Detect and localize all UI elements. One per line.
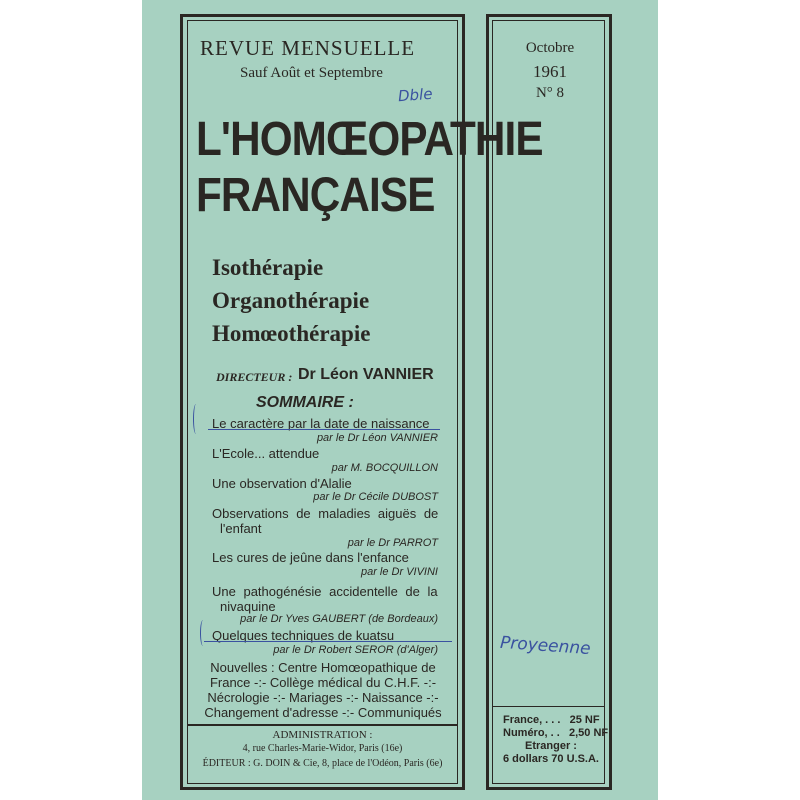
article-title: Les cures de jeûne dans l'enfance [212, 550, 409, 565]
nouvelles-line: France -:- Collège médical du C.H.F. -:- [209, 675, 437, 690]
frame-line [187, 783, 458, 784]
nouvelles-line: Nouvelles : Centre Homœopathique de [210, 660, 436, 675]
article-author: par le Dr Cécile DUBOST [313, 491, 438, 503]
price-divider [493, 706, 604, 707]
article-title: Observations de maladies aiguës de [212, 506, 439, 521]
administration-address: 4, rue Charles-Marie-Widor, Paris (16e) [242, 743, 403, 754]
revue-mensuelle: REVUE MENSUELLE [200, 36, 416, 60]
administration-label: ADMINISTRATION : [272, 729, 373, 741]
frame-line [180, 14, 465, 17]
pen-underline [204, 641, 452, 642]
article-title: L'Ecole... attendue [212, 446, 320, 461]
pen-mark [200, 620, 206, 646]
issue-month: Octobre [525, 40, 575, 56]
frame-line [180, 14, 183, 790]
frame-line [187, 20, 458, 21]
frame-line [609, 14, 612, 790]
article-title-cont: l'enfant [220, 521, 262, 536]
article-author: par le Dr Yves GAUBERT (de Bordeaux) [240, 613, 438, 625]
frame-line [187, 20, 188, 784]
article-title: Le caractère par la date de naissance [212, 416, 430, 431]
article-author: par le Dr Léon VANNIER [316, 432, 438, 444]
article-author: par le Dr PARROT [347, 537, 438, 549]
frame-line [492, 783, 605, 784]
director-name: Dr Léon VANNIER [298, 366, 434, 383]
subject-organotherapie: Organothérapie [212, 288, 370, 313]
price-etranger: Etranger : [525, 740, 577, 752]
subject-isotherapie: Isothérapie [212, 255, 324, 280]
article-title-cont: nivaquine [220, 599, 276, 614]
publication-note: Sauf Août et Septembre [240, 65, 383, 81]
subject-homoeotherapie: Homœothérapie [212, 321, 371, 346]
frame-line [486, 14, 612, 17]
nouvelles-line: Changement d'adresse -:- Communiqués [204, 705, 442, 720]
article-author: par le Dr Robert SEROR (d'Alger) [273, 644, 438, 656]
footer-divider [188, 724, 457, 726]
price-france: France, . . . 25 NF [503, 714, 600, 726]
handwritten-note: Proyeenne [499, 632, 592, 660]
frame-line [492, 20, 605, 21]
issue-number: N° 8 [535, 85, 565, 101]
article-title: Quelques techniques de kuatsu [212, 628, 395, 643]
price-numero: Numéro, . . 2,50 NF [503, 727, 609, 739]
frame-line [180, 787, 465, 790]
sommaire-heading: SOMMAIRE : [256, 394, 354, 411]
editeur-line: ÉDITEUR : G. DOIN & Cie, 8, place de l'Odéon, Paris (6e) [202, 758, 443, 769]
frame-line [604, 20, 605, 784]
handwritten-note: Dble [397, 84, 434, 106]
issue-year: 1961 [533, 62, 567, 81]
article-title: Une pathogénésie accidentelle de la [212, 584, 438, 599]
title-line-1: L'HOMŒOPATHIE [196, 113, 543, 166]
article-author: par le Dr VIVINI [360, 566, 438, 578]
article-title: Une observation d'Alalie [212, 476, 352, 491]
frame-line [486, 787, 612, 790]
price-dollars: 6 dollars 70 U.S.A. [503, 753, 599, 765]
article-author: par M. BOCQUILLON [331, 462, 438, 474]
pen-mark [193, 404, 199, 434]
pen-underline [208, 429, 440, 430]
nouvelles-line: Nécrologie -:- Mariages -:- Naissance -:- [207, 690, 439, 705]
director-label: DIRECTEUR : [216, 370, 293, 384]
title-line-2: FRANÇAISE [196, 169, 435, 222]
